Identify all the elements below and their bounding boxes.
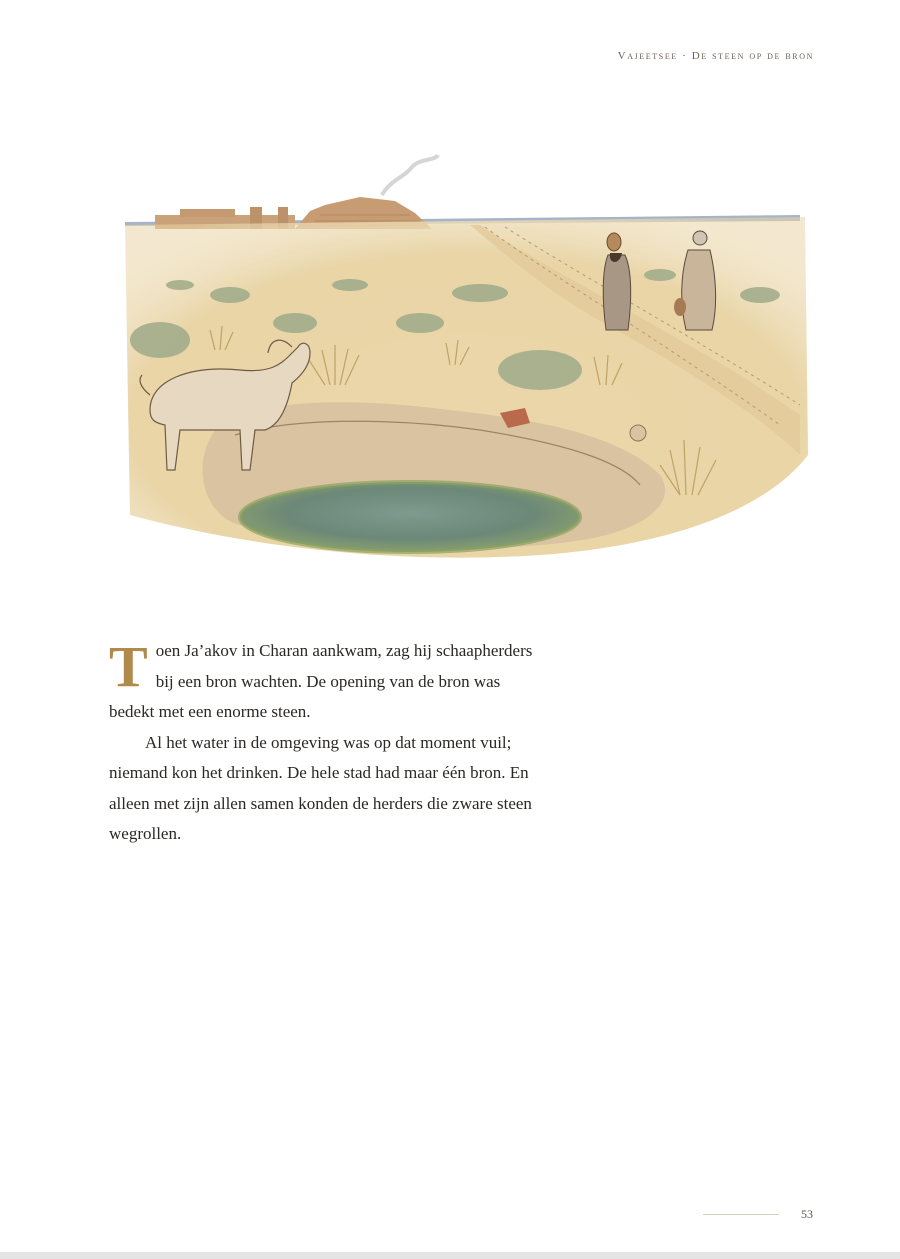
story-text xyxy=(109,636,549,850)
page-bottom-edge xyxy=(0,1252,900,1259)
drop-cap: T xyxy=(109,634,148,699)
paragraph-1 xyxy=(109,636,549,728)
illustration-well-scene xyxy=(120,125,810,565)
footer-rule xyxy=(703,1214,779,1215)
sky xyxy=(120,125,810,220)
paragraph-1-text: oen Ja’akov in Charan aankwam, zag hij schaapherders bij een bron wachten. De opening van de bron was bedekt met een enorme steen. xyxy=(109,641,533,721)
paragraph-2: Al het water in de omgeving was op dat moment vuil; niemand kon het drinken. De hele stad had maar één bron. En alleen met zijn allen samen konden de herders die zware steen wegrollen. xyxy=(109,732,532,843)
snail-shell xyxy=(630,425,646,441)
page-number: 53 xyxy=(801,1207,813,1221)
running-header: Vajeetsee · De steen op de bron xyxy=(617,50,814,62)
